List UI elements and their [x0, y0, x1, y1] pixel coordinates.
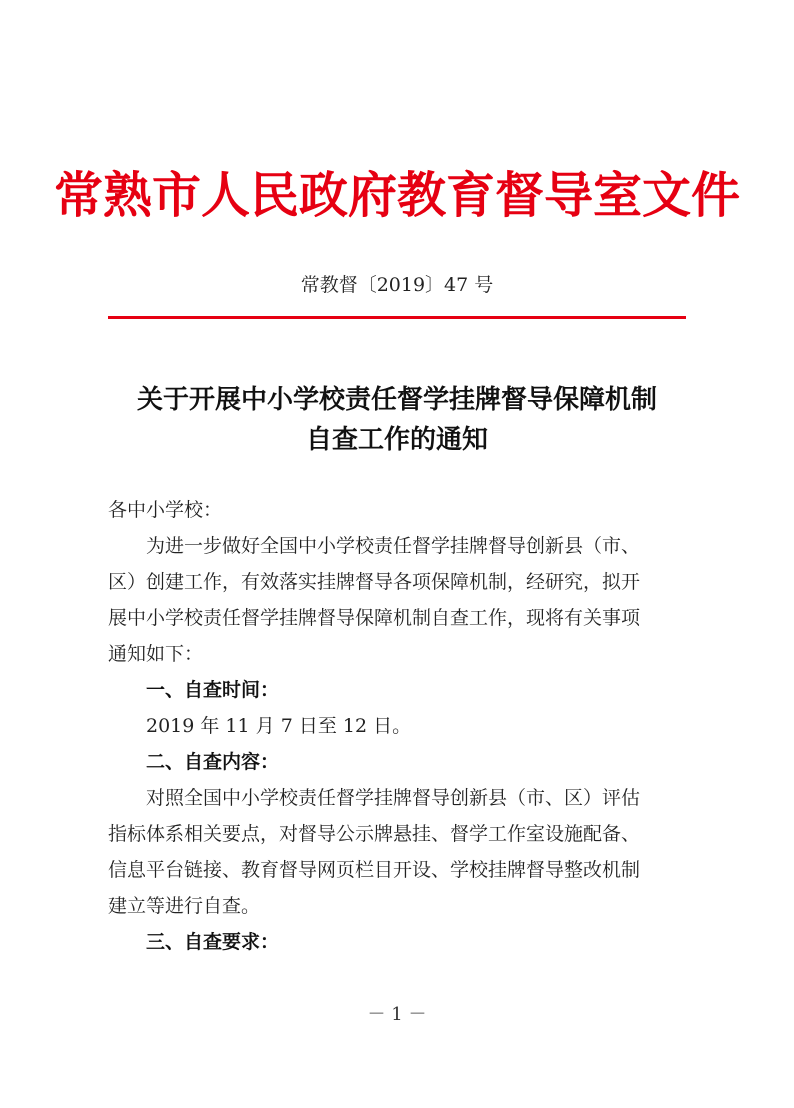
page-number: － 1 － — [367, 1004, 427, 1025]
document-header-title: 常熟市人民政府教育督导室文件 — [53, 166, 740, 224]
notice-title — [0, 380, 794, 460]
intro-line-3: 展中小学校责任督学挂牌督导保障机制自查工作，现将有关事项 — [108, 607, 641, 629]
salutation: 各中小学校： — [108, 499, 223, 521]
document-number: 常教督〔2019〕47 号 — [300, 274, 494, 296]
document-body — [108, 492, 692, 960]
section-1-text: 2019 年 11 月 7 日至 12 日。 — [108, 715, 412, 737]
red-divider-line — [108, 316, 686, 319]
section-2-heading: 二、自查内容： — [108, 751, 280, 773]
section-2-line-4: 建立等进行自查。 — [108, 895, 261, 917]
section-2-line-3: 信息平台链接、教育督导网页栏目开设、学校挂牌督导整改机制 — [108, 859, 641, 881]
intro-line-2: 区）创建工作，有效落实挂牌督导各项保障机制，经研究，拟开 — [108, 571, 641, 593]
notice-title-line-1: 关于开展中小学校责任督学挂牌督导保障机制 — [136, 385, 657, 415]
intro-line-4: 通知如下： — [108, 643, 204, 665]
section-2-line-2: 指标体系相关要点，对督导公示牌悬挂、督学工作室设施配备、 — [108, 823, 641, 845]
section-3-heading: 三、自查要求： — [108, 931, 280, 953]
intro-line-1: 为进一步做好全国中小学校责任督学挂牌督导创新县（市、 — [108, 535, 641, 557]
section-2-line-1: 对照全国中小学校责任督学挂牌督导创新县（市、区）评估 — [108, 787, 641, 809]
section-1-heading: 一、自查时间： — [108, 679, 280, 701]
notice-title-line-2: 自查工作的通知 — [305, 425, 488, 455]
